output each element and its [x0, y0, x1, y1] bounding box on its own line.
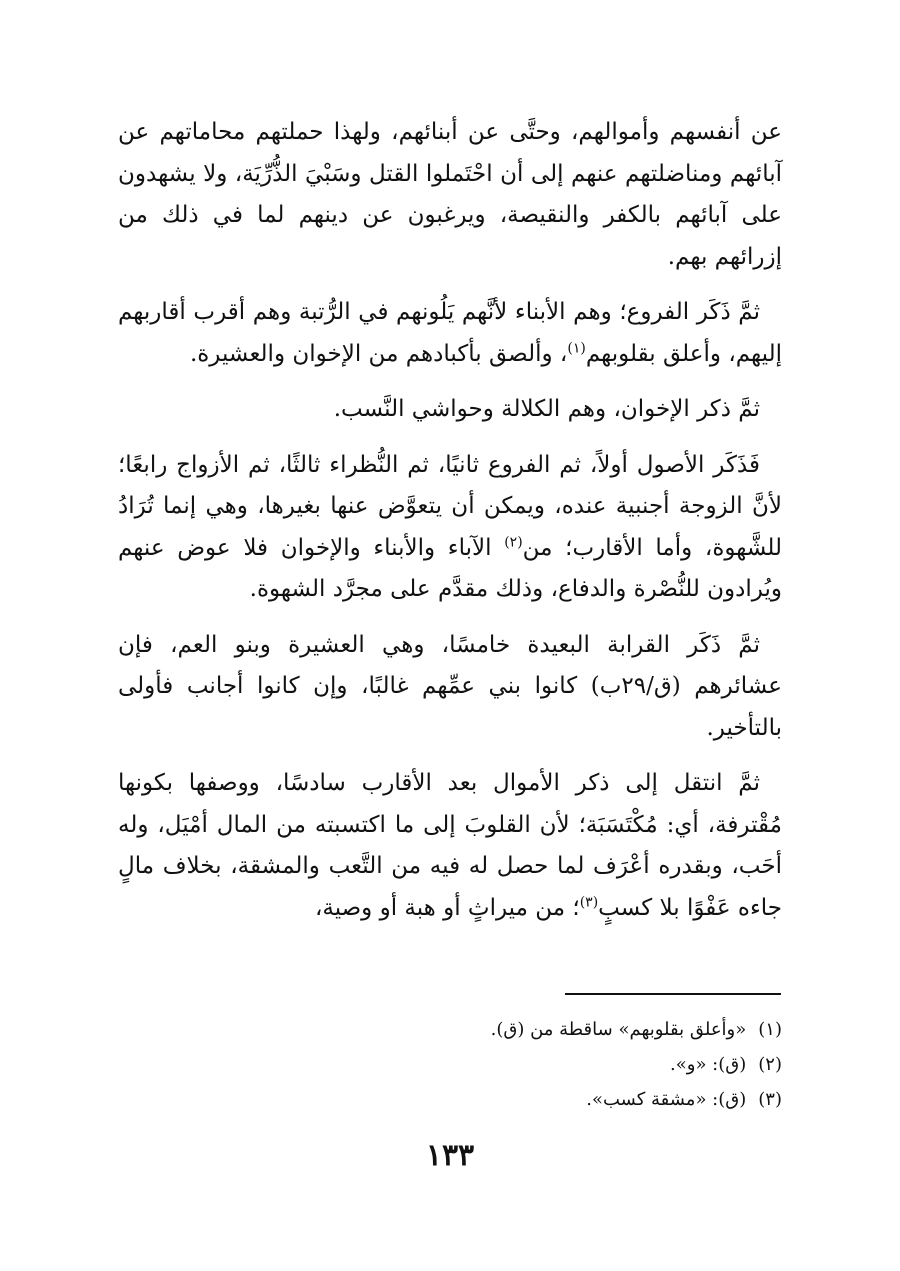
- footnote-number: (١): [758, 1019, 782, 1040]
- main-text: [118, 112, 782, 943]
- footnote-text: «وأعلق بقلوبهم» ساقطة من (ق).: [490, 1019, 747, 1040]
- footnote-text: (ق): «مشقة كسب».: [586, 1089, 747, 1110]
- paragraph-text: عن أنفسهم وأموالهم، وحتَّى عن أبنائهم، ولهذا حملتهم محاماتهم عن آبائهم ومناضلتهم عنهم إلى أن احْتَملوا القتل وسَبْيَ الذُّرِّيَة، ولا يشهدون على آبائهم بالكفر والنقيصة، ويرغبون عن دينهم لما في ذلك من إزرائهم بهم.: [118, 119, 782, 270]
- footnote-text: (ق): «و».: [670, 1054, 747, 1075]
- footnote-marker-2[interactable]: (٢): [504, 533, 523, 550]
- footnote-number: (٢): [758, 1054, 782, 1075]
- footnote-number: (٣): [758, 1089, 782, 1110]
- footnote-separator: [565, 993, 781, 995]
- paragraph-text: ثمَّ ذَكَر الفروع؛ وهم الأبناء لأنَّهم يَلُونهم في الرُّتبة وهم أقرب أقاربهم إليهم، وأعلق بقلوبهم: [118, 299, 782, 367]
- footnote-1: [118, 1012, 782, 1047]
- paragraph-text: ثمَّ ذَكَر القرابة البعيدة خامسًا، وهي العشيرة وبنو العم، فإن عشائرهم (ق/٢٩ب) كانوا بني عمِّهم غالبًا، وإن كانوا أجانب فأولى بالتأخير.: [118, 631, 782, 741]
- footnotes: [118, 1012, 782, 1117]
- footnote-marker-1[interactable]: (١): [567, 339, 586, 356]
- paragraph-5: [118, 625, 782, 750]
- paragraph-text: ثمَّ انتقل إلى ذكر الأموال بعد الأقارب سادسًا، ووصفها بكونها مُقْترفة، أي: مُكْتَسَبَة؛ لأن القلوبَ إلى ما اكتسبته من المال أمْيَل، وله أحَب، وبقدره أعْرَف لما حصل له فيه من التَّعب والمشقة، بخلاف مالٍ جاءه عَفْوًا بلا كسبٍ: [118, 770, 782, 921]
- paragraph-1: [118, 112, 782, 278]
- footnote-3: [118, 1082, 782, 1117]
- paragraph-text: فَذَكَر الأصول أولاً، ثم الفروع ثانيًا، ثم النُّظراء ثالثًا، ثم الأزواج رابعًا؛ لأنَّ الزوجة أجنبية عنده، ويمكن أن يتعوَّض عنها بغيرها، وهي إنما تُرَادُ للشَّهوة، وأما الأقارب؛ من: [118, 451, 782, 561]
- paragraph-text: ؛ من ميراثٍ أو هبة أو وصية،: [314, 894, 580, 921]
- paragraph-3: [118, 389, 782, 431]
- footnote-marker-3[interactable]: (٣): [579, 893, 599, 910]
- paragraph-text: الآباء والأبناء والإخوان فلا عوض عنهم ويُرادون للنُّصْرة والدفاع، وذلك مقدَّم على مجرَّد الشهوة.: [118, 534, 782, 602]
- paragraph-2: [118, 292, 782, 375]
- paragraph-text: ثمَّ ذكر الإخوان، وهم الكلالة وحواشي النَّسب.: [333, 396, 760, 422]
- paragraph-4: [118, 445, 782, 611]
- page-number: ١٣٣: [425, 1138, 475, 1173]
- paragraph-6: [118, 763, 782, 929]
- footnote-2: [118, 1047, 782, 1082]
- paragraph-text: ، وألصق بأكبادهم من الإخوان والعشيرة.: [189, 340, 568, 367]
